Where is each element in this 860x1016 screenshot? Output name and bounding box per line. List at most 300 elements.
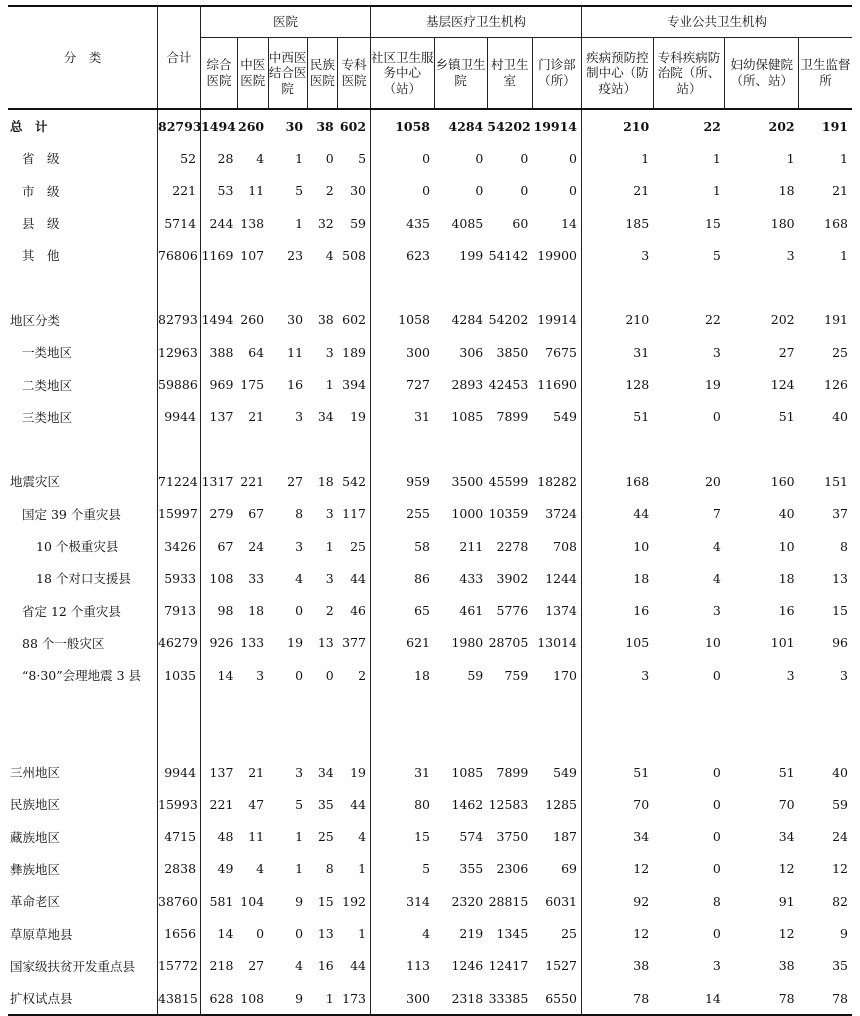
cell-value: 2306	[496, 861, 529, 877]
cell-value: 51	[778, 409, 795, 425]
cell-value: 44	[338, 562, 371, 594]
cell-value: 70	[778, 796, 795, 812]
header-col: 疾病预防控制中心（防疫站）	[582, 38, 654, 110]
cell-value: 1	[338, 853, 371, 885]
cell-value: 8	[325, 861, 334, 877]
cell-value: 44	[633, 506, 650, 522]
cell-value: 10	[778, 538, 795, 554]
header-col: 民族医院	[307, 38, 338, 110]
cell-value: 1285	[532, 788, 581, 820]
cell-value: 11	[248, 183, 265, 199]
row-label: 88 个一般灾区	[8, 627, 158, 659]
cell-value: 54202	[488, 312, 529, 328]
cell-value: 3	[712, 344, 721, 360]
cell-value: 128	[625, 377, 650, 393]
cell-value: 37	[832, 506, 848, 522]
cell-value: 34	[317, 409, 334, 425]
cell-value: 54142	[488, 247, 529, 263]
cell-value: 621	[406, 635, 431, 651]
cell-value: 8	[295, 506, 304, 522]
cell-value: 151	[824, 473, 848, 489]
cell-value: 1374	[532, 594, 581, 626]
row-label: 省 级	[8, 142, 158, 174]
cell-value: 126	[824, 377, 848, 393]
cell-value: 18	[778, 183, 795, 199]
cell-value: 138	[240, 215, 265, 231]
table-row	[8, 853, 852, 885]
cell-value: 34	[778, 829, 795, 845]
cell-value: 0	[712, 667, 721, 683]
cell-value: 24	[832, 829, 848, 845]
cell-value: 4284	[451, 312, 484, 328]
cell-value: 24	[248, 538, 265, 554]
row-label: 革命老区	[8, 885, 158, 917]
cell-value: 51	[633, 764, 650, 780]
cell-value: 1494	[201, 118, 236, 134]
cell-value: 260	[238, 118, 265, 134]
cell-value: 3	[295, 409, 304, 425]
cell-value: 2278	[496, 538, 529, 554]
cell-value: 9944	[158, 401, 201, 433]
cell-value: 202	[770, 312, 795, 328]
cell-value: 27	[287, 473, 304, 489]
cell-value: 759	[504, 667, 529, 683]
cell-value: 0	[532, 142, 581, 174]
cell-value: 98	[217, 603, 234, 619]
cell-value: 549	[532, 756, 581, 788]
cell-value: 1085	[451, 764, 484, 780]
cell-value: 160	[770, 473, 795, 489]
cell-value: 12	[832, 861, 848, 877]
cell-value: 1494	[201, 312, 234, 328]
cell-value: 1980	[451, 635, 484, 651]
cell-value: 47	[248, 796, 265, 812]
cell-value: 31	[414, 764, 431, 780]
row-label: 彝族地区	[8, 853, 158, 885]
table-row	[8, 109, 852, 142]
cell-value: 16	[633, 603, 650, 619]
cell-value: 187	[532, 821, 581, 853]
cell-value: 43815	[158, 982, 201, 1015]
cell-value: 4	[422, 926, 431, 942]
table-row	[8, 142, 852, 174]
cell-value: 727	[406, 377, 431, 393]
cell-value: 218	[209, 958, 234, 974]
cell-value: 101	[770, 635, 795, 651]
cell-value: 5	[422, 861, 431, 877]
cell-value: 15997	[158, 498, 201, 530]
cell-value: 435	[406, 215, 431, 231]
table-row	[8, 627, 852, 659]
cell-value: 3	[325, 506, 334, 522]
cell-value: 28815	[488, 893, 529, 909]
cell-value: 0	[422, 183, 431, 199]
cell-value: 10359	[488, 506, 529, 522]
cell-value: 38	[778, 958, 795, 974]
row-label: 18 个对口支援县	[8, 562, 158, 594]
cell-value: 4	[712, 570, 721, 586]
cell-value: 38	[317, 312, 334, 328]
cell-value: 59	[467, 667, 484, 683]
cell-value: 30	[285, 118, 304, 134]
header-group-public-health: 专业公共卫生机构	[582, 6, 853, 38]
cell-value: 1	[295, 829, 304, 845]
cell-value: 52	[158, 142, 201, 174]
cell-value: 574	[459, 829, 484, 845]
cell-value: 20	[704, 473, 721, 489]
cell-value: 0	[475, 150, 484, 166]
cell-value: 0	[712, 861, 721, 877]
cell-value: 175	[240, 377, 265, 393]
cell-value: 1462	[451, 796, 484, 812]
header-col: 乡镇卫生院	[434, 38, 487, 110]
header-col: 综合医院	[201, 38, 238, 110]
cell-value: 1527	[532, 950, 581, 982]
cell-value: 1	[325, 538, 334, 554]
row-label: 国定 39 个重灾县	[8, 498, 158, 530]
cell-value: 2	[325, 603, 334, 619]
cell-value: 40	[832, 409, 848, 425]
header-col: 专科医院	[338, 38, 371, 110]
cell-value: 19	[287, 635, 304, 651]
cell-value: 11690	[532, 368, 581, 400]
row-label: 省定 12 个重灾县	[8, 594, 158, 626]
spacer-row	[8, 691, 852, 723]
table-row	[8, 401, 852, 433]
table-row	[8, 982, 852, 1015]
cell-value: 1345	[496, 926, 529, 942]
cell-value: 59	[832, 796, 848, 812]
cell-value: 82793	[158, 109, 201, 142]
cell-value: 16	[317, 958, 334, 974]
cell-value: 0	[475, 183, 484, 199]
cell-value: 255	[406, 506, 431, 522]
cell-value: 4284	[448, 118, 484, 134]
table-header	[8, 6, 852, 109]
cell-value: 1244	[532, 562, 581, 594]
cell-value: 1	[786, 150, 795, 166]
cell-value: 0	[325, 667, 334, 683]
cell-value: 221	[240, 473, 265, 489]
cell-value: 19914	[532, 304, 581, 336]
cell-value: 12	[633, 861, 650, 877]
cell-value: 355	[459, 861, 484, 877]
cell-value: 9	[295, 893, 304, 909]
cell-value: 78	[799, 982, 852, 1015]
cell-value: 18	[248, 603, 265, 619]
cell-value: 5	[295, 183, 304, 199]
cell-value: 5776	[496, 603, 529, 619]
cell-value: 19914	[532, 109, 581, 142]
cell-value: 0	[712, 409, 721, 425]
cell-value: 65	[414, 603, 431, 619]
cell-value: 306	[459, 344, 484, 360]
cell-value: 5933	[158, 562, 201, 594]
cell-value: 12963	[158, 336, 201, 368]
cell-value: 191	[824, 312, 848, 328]
cell-value: 58	[414, 538, 431, 554]
cell-value: 86	[414, 570, 431, 586]
cell-value: 21	[832, 183, 848, 199]
cell-value: 8	[712, 893, 721, 909]
cell-value: 124	[770, 377, 795, 393]
cell-value: 18282	[532, 465, 581, 497]
cell-value: 12	[633, 926, 650, 942]
header-col: 社区卫生服务中心（站）	[371, 38, 435, 110]
row-label: 县 级	[8, 207, 158, 239]
cell-value: 170	[532, 659, 581, 691]
header-total: 合计	[158, 6, 201, 109]
cell-value: 4085	[451, 215, 484, 231]
cell-value: 221	[209, 796, 234, 812]
cell-value: 300	[406, 344, 431, 360]
table-row	[8, 498, 852, 530]
row-label: 民族地区	[8, 788, 158, 820]
cell-value: 15	[317, 893, 334, 909]
cell-value: 13	[317, 926, 334, 942]
cell-value: 35	[832, 958, 848, 974]
cell-value: 38760	[158, 885, 201, 917]
cell-value: 27	[778, 344, 795, 360]
cell-value: 4	[256, 861, 265, 877]
cell-value: 191	[821, 118, 848, 134]
cell-value: 0	[712, 829, 721, 845]
cell-value: 96	[832, 635, 848, 651]
cell-value: 1	[295, 150, 304, 166]
header-col: 专科疾病防治院（所、站）	[653, 38, 725, 110]
row-label: 市 级	[8, 175, 158, 207]
cell-value: 14	[217, 926, 234, 942]
cell-value: 3902	[496, 570, 529, 586]
header-col: 卫生监督所	[800, 57, 851, 88]
cell-value: 4	[325, 247, 334, 263]
cell-value: 21	[633, 183, 650, 199]
cell-value: 38	[633, 958, 650, 974]
cell-value: 137	[209, 764, 234, 780]
header-col: 村卫生室	[487, 38, 532, 110]
cell-value: 22	[704, 312, 721, 328]
cell-value: 0	[520, 150, 529, 166]
cell-value: 2	[325, 183, 334, 199]
cell-value: 189	[338, 336, 371, 368]
cell-value: 51	[778, 764, 795, 780]
header-group-primary-care: 基层医疗卫生机构	[371, 6, 582, 38]
cell-value: 210	[623, 118, 650, 134]
row-label: 三类地区	[8, 401, 158, 433]
cell-value: 45599	[488, 473, 529, 489]
cell-value: 3750	[496, 829, 529, 845]
statistics-table	[8, 5, 852, 1016]
cell-value: 7899	[496, 764, 529, 780]
cell-value: 10	[704, 635, 721, 651]
cell-value: 49	[217, 861, 234, 877]
cell-value: 40	[832, 764, 848, 780]
cell-value: 48	[217, 829, 234, 845]
cell-value: 15	[832, 603, 848, 619]
cell-value: 70	[633, 796, 650, 812]
cell-value: 508	[338, 239, 371, 271]
header-group-hospitals: 医院	[201, 6, 371, 38]
cell-value: 300	[371, 982, 435, 1015]
cell-value: 30	[338, 175, 371, 207]
header-col: 中西医结合医院	[268, 38, 307, 110]
table-body	[8, 109, 852, 1015]
cell-value: 5714	[158, 207, 201, 239]
cell-value: 1	[712, 183, 721, 199]
cell-value: 2320	[451, 893, 484, 909]
cell-value: 19	[338, 401, 371, 433]
cell-value: 40	[778, 506, 795, 522]
cell-value: 23	[287, 247, 304, 263]
cell-value: 15	[414, 829, 431, 845]
cell-value: 2893	[451, 377, 484, 393]
cell-value: 1656	[158, 917, 201, 949]
row-label: 二类地区	[8, 368, 158, 400]
cell-value: 623	[406, 247, 431, 263]
cell-value: 25	[832, 344, 848, 360]
row-label: 草原草地县	[8, 917, 158, 949]
table-row	[8, 659, 852, 691]
cell-value: 3724	[532, 498, 581, 530]
row-label: 地区分类	[8, 304, 158, 336]
cell-value: 0	[712, 764, 721, 780]
row-label: 三州地区	[8, 756, 158, 788]
cell-value: 2	[338, 659, 371, 691]
cell-value: 602	[338, 109, 371, 142]
row-label: 总 计	[8, 109, 158, 142]
cell-value: 4	[295, 570, 304, 586]
cell-value: 7675	[532, 336, 581, 368]
cell-value: 959	[406, 473, 431, 489]
cell-value: 13	[832, 570, 848, 586]
row-label: 扩权试点县	[8, 982, 158, 1015]
table-row	[8, 465, 852, 497]
cell-value: 1169	[201, 247, 234, 263]
cell-value: 1	[307, 982, 338, 1015]
cell-value: 91	[778, 893, 795, 909]
table-row	[8, 594, 852, 626]
cell-value: 12	[778, 861, 795, 877]
cell-value: 82793	[158, 304, 201, 336]
cell-value: 32	[317, 215, 334, 231]
cell-value: 9944	[158, 756, 201, 788]
cell-value: 46	[338, 594, 371, 626]
cell-value: 14	[532, 207, 581, 239]
cell-value: 133	[240, 635, 265, 651]
cell-value: 12	[778, 926, 795, 942]
cell-value: 2318	[434, 982, 487, 1015]
cell-value: 25	[317, 829, 334, 845]
row-label: 国家级扶贫开发重点县	[8, 950, 158, 982]
row-label: 10 个极重灾县	[8, 530, 158, 562]
cell-value: 19900	[532, 239, 581, 271]
cell-value: 35	[317, 796, 334, 812]
cell-value: 38	[316, 118, 334, 134]
cell-value: 76806	[158, 239, 201, 271]
cell-value: 0	[295, 667, 304, 683]
cell-value: 1	[295, 861, 304, 877]
cell-value: 105	[625, 635, 650, 651]
cell-value: 18	[414, 667, 431, 683]
cell-value: 108	[209, 570, 234, 586]
cell-value: 180	[770, 215, 795, 231]
cell-value: 173	[338, 982, 371, 1015]
cell-value: 708	[532, 530, 581, 562]
table-row	[8, 368, 852, 400]
cell-value: 279	[209, 506, 234, 522]
cell-value: 202	[768, 118, 795, 134]
cell-value: 7913	[158, 594, 201, 626]
cell-value: 3	[712, 603, 721, 619]
cell-value: 0	[422, 150, 431, 166]
table-row	[8, 821, 852, 853]
cell-value: 1085	[451, 409, 484, 425]
cell-value: 16	[778, 603, 795, 619]
cell-value: 3	[325, 344, 334, 360]
cell-value: 19	[704, 377, 721, 393]
cell-value: 69	[532, 853, 581, 885]
cell-value: 10	[633, 538, 650, 554]
cell-value: 42453	[488, 377, 529, 393]
cell-value: 14	[653, 982, 725, 1015]
cell-value: 21	[248, 409, 265, 425]
header-col: 门诊部（所）	[532, 38, 581, 110]
cell-value: 244	[209, 215, 234, 231]
cell-value: 168	[824, 215, 848, 231]
cell-value: 210	[625, 312, 650, 328]
cell-value: 7899	[496, 409, 529, 425]
cell-value: 0	[520, 183, 529, 199]
cell-value: 54202	[487, 118, 531, 134]
cell-value: 394	[338, 368, 371, 400]
cell-value: 31	[633, 344, 650, 360]
cell-value: 19	[338, 756, 371, 788]
cell-value: 185	[625, 215, 650, 231]
cell-value: 53	[217, 183, 234, 199]
cell-value: 221	[158, 175, 201, 207]
table-row	[8, 175, 852, 207]
cell-value: 34	[633, 829, 650, 845]
cell-value: 46279	[158, 627, 201, 659]
cell-value: 0	[325, 150, 334, 166]
cell-value: 117	[338, 498, 371, 530]
cell-value: 34	[317, 764, 334, 780]
cell-value: 1	[712, 150, 721, 166]
cell-value: 4715	[158, 821, 201, 853]
cell-value: 31	[414, 409, 431, 425]
header-col: 中医医院	[237, 38, 268, 110]
cell-value: 22	[703, 118, 721, 134]
cell-value: 314	[406, 893, 431, 909]
cell-value: 1000	[451, 506, 484, 522]
cell-value: 549	[532, 401, 581, 433]
cell-value: 5	[295, 796, 304, 812]
cell-value: 0	[712, 926, 721, 942]
table-row	[8, 530, 852, 562]
cell-value: 21	[248, 764, 265, 780]
cell-value: 3	[295, 538, 304, 554]
cell-value: 59	[338, 207, 371, 239]
cell-value: 211	[459, 538, 484, 554]
cell-value: 4	[712, 538, 721, 554]
row-label: 藏族地区	[8, 821, 158, 853]
table-row	[8, 788, 852, 820]
cell-value: 5	[338, 142, 371, 174]
cell-value: 12417	[488, 958, 529, 974]
cell-value: 168	[625, 473, 650, 489]
cell-value: 7	[712, 506, 721, 522]
table-row	[8, 304, 852, 336]
